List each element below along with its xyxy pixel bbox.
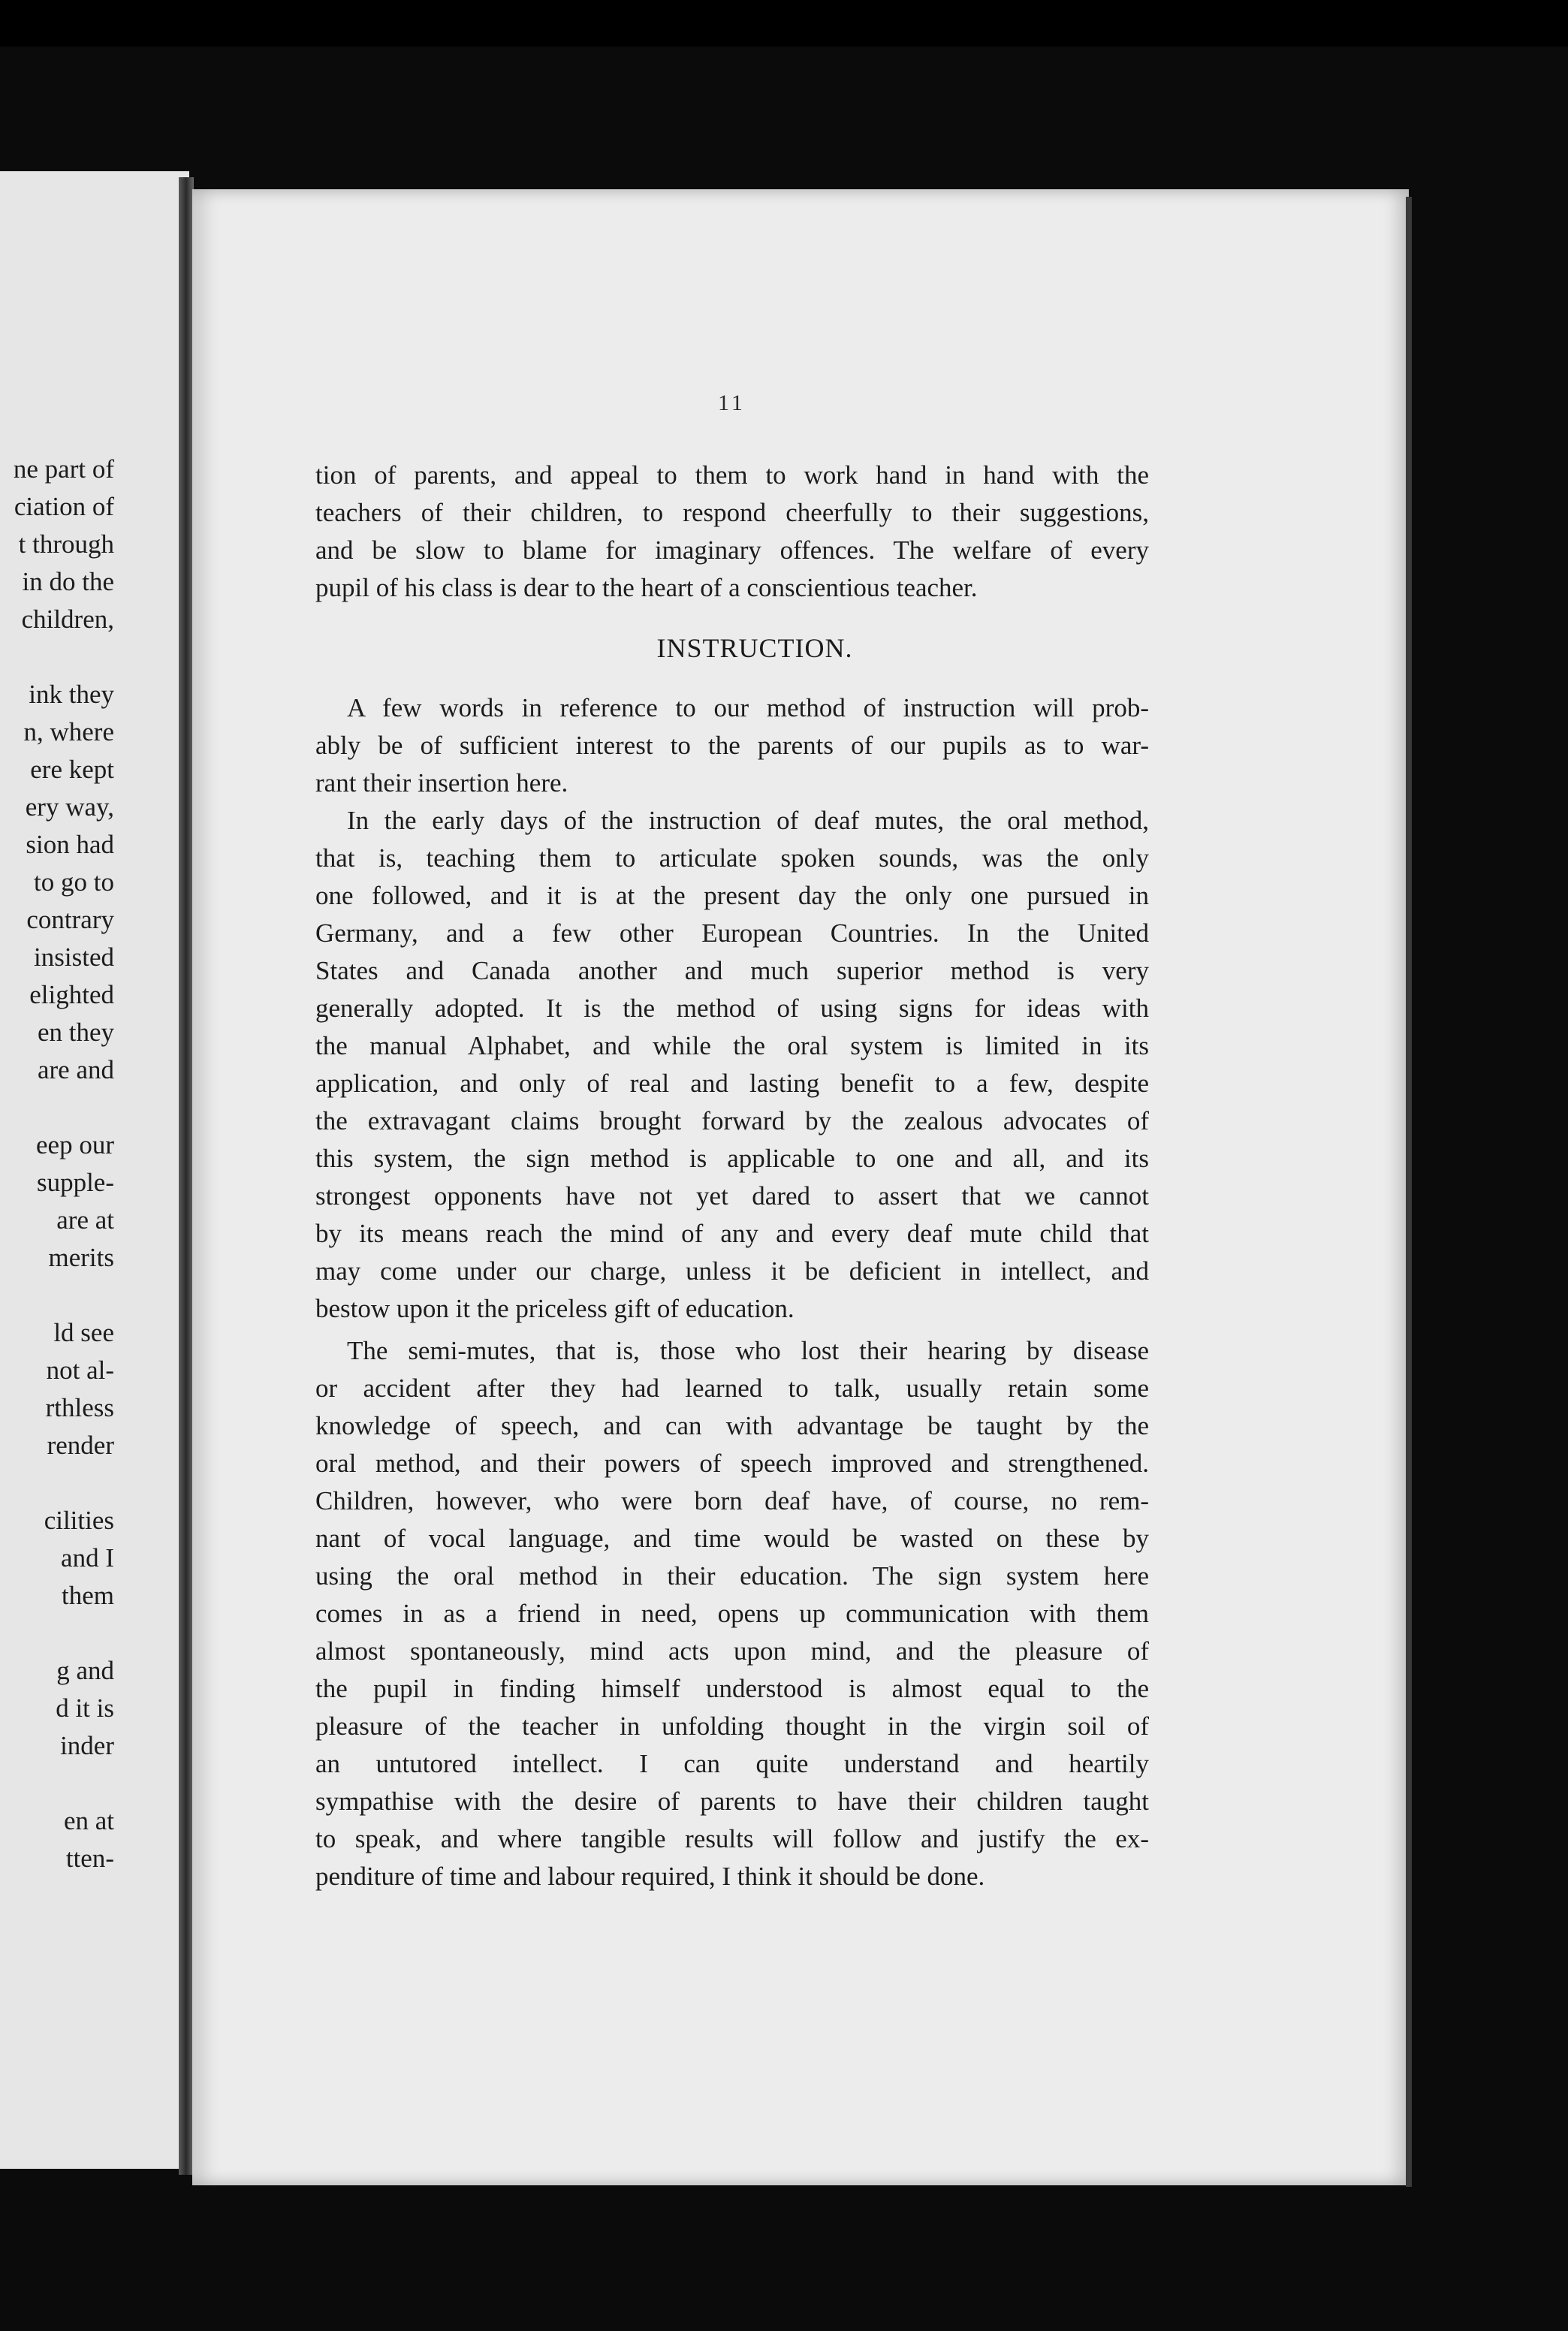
left-page-line: t through [18, 529, 114, 559]
left-page-line: in do the [22, 567, 114, 596]
left-page-line: rthless [45, 1393, 114, 1422]
text-line: oral method, and their powers of speech improved and strengthened. [315, 1449, 1149, 1478]
text-line: this system, the sign method is applicable to one and all, and its [315, 1144, 1149, 1173]
left-page-fragment [0, 171, 189, 2169]
text-line: Germany, and a few other European Countries. In the United [315, 918, 1149, 948]
text-line: pupil of his class is dear to the heart of a conscientious teacher. [315, 573, 978, 602]
text-line: the pupil in finding himself understood is almost equal to the [315, 1674, 1149, 1703]
left-page-line: elighted [29, 980, 114, 1009]
text-line: and be slow to blame for imaginary offences. The welfare of every [315, 535, 1149, 565]
left-page-line: sion had [26, 830, 114, 859]
left-page-line: supple- [36, 1168, 114, 1197]
text-line: The semi-mutes, that is, those who lost their hearing by disease [347, 1336, 1149, 1365]
page-number: 11 [718, 391, 746, 415]
text-line: an untutored intellect. I can quite understand and heartily [315, 1749, 1149, 1778]
text-line: or accident after they had learned to talk, usually retain some [315, 1374, 1149, 1403]
left-page-line: cilities [44, 1506, 114, 1535]
text-line: nant of vocal language, and time would be wasted on these by [315, 1524, 1149, 1553]
text-line: may come under our charge, unless it be deficient in intellect, and [315, 1256, 1149, 1286]
left-page-line: ere kept [30, 755, 114, 784]
text-line: one followed, and it is at the present day the only one pursued in [315, 881, 1149, 910]
left-page-line: inder [60, 1731, 114, 1760]
left-page-line: ciation of [14, 492, 114, 521]
text-line: teachers of their children, to respond cheerfully to their suggestions, [315, 498, 1149, 527]
left-page-line: ery way, [25, 792, 114, 822]
text-line: bestow upon it the priceless gift of education. [315, 1294, 795, 1323]
text-line: rant their insertion here. [315, 768, 568, 798]
left-page-line: not al- [46, 1355, 114, 1385]
text-line: penditure of time and labour required, I think it should be done. [315, 1862, 985, 1891]
text-line: by its means reach the mind of any and every deaf mute child that [315, 1219, 1149, 1248]
left-page-line: ink they [29, 680, 114, 709]
left-page-line: render [47, 1431, 114, 1460]
text-line: that is, teaching them to articulate spoken sounds, was the only [315, 843, 1149, 873]
section-heading: INSTRUCTION. [656, 633, 853, 663]
page-edge-shadow [1406, 197, 1412, 2187]
left-page-line: children, [21, 605, 114, 634]
left-page-line: and I [61, 1543, 114, 1573]
text-line: comes in as a friend in need, opens up communication with them [315, 1599, 1149, 1628]
left-page-line: contrary [26, 905, 114, 934]
text-line: generally adopted. It is the method of using signs for ideas with [315, 994, 1149, 1023]
scan-top-border [0, 0, 1568, 47]
left-page-line: are at [56, 1205, 114, 1235]
text-line: pleasure of the teacher in unfolding thought in the virgin soil of [315, 1711, 1149, 1741]
text-line: A few words in reference to our method of instruction will prob- [347, 693, 1149, 722]
left-page-line: en they [37, 1018, 114, 1047]
left-page-line: eep our [36, 1130, 114, 1159]
left-page-line: ld see [53, 1318, 114, 1347]
text-line: strongest opponents have not yet dared to assert that we cannot [315, 1181, 1149, 1211]
left-page-line: n, where [23, 717, 114, 746]
text-line: using the oral method in their education. The sign system here [315, 1561, 1149, 1591]
text-line: sympathise with the desire of parents to have their children taught [315, 1787, 1149, 1816]
left-page-line: en at [63, 1806, 114, 1835]
book-gutter [179, 177, 194, 2175]
text-line: ably be of sufficient interest to the parents of our pupils as to war- [315, 731, 1149, 760]
left-page-line: merits [48, 1243, 114, 1272]
text-line: States and Canada another and much superior method is very [315, 956, 1149, 985]
left-page-line: tten- [65, 1844, 114, 1873]
left-page-line: g and [56, 1656, 114, 1685]
text-line: knowledge of speech, and can with advantage be taught by the [315, 1411, 1149, 1440]
left-page-line: insisted [34, 942, 114, 972]
text-line: application, and only of real and lasting benefit to a few, despite [315, 1069, 1149, 1098]
text-line: In the early days of the instruction of deaf mutes, the oral method, [347, 806, 1149, 835]
text-line: almost spontaneously, mind acts upon mind, and the pleasure of [315, 1636, 1149, 1666]
left-page-line: them [62, 1581, 114, 1610]
left-page-line: ne part of [13, 454, 114, 484]
left-page-line: to go to [34, 867, 114, 897]
left-page-line: d it is [56, 1693, 114, 1723]
left-page-line: are and [37, 1055, 114, 1084]
text-line: the extravagant claims brought forward by the zealous advocates of [315, 1106, 1149, 1135]
text-line: to speak, and where tangible results will follow and justify the ex- [315, 1824, 1149, 1853]
text-line: Children, however, who were born deaf have, of course, no rem- [315, 1486, 1149, 1515]
text-line: the manual Alphabet, and while the oral system is limited in its [315, 1031, 1149, 1060]
text-line: tion of parents, and appeal to them to work hand in hand with the [315, 460, 1149, 490]
